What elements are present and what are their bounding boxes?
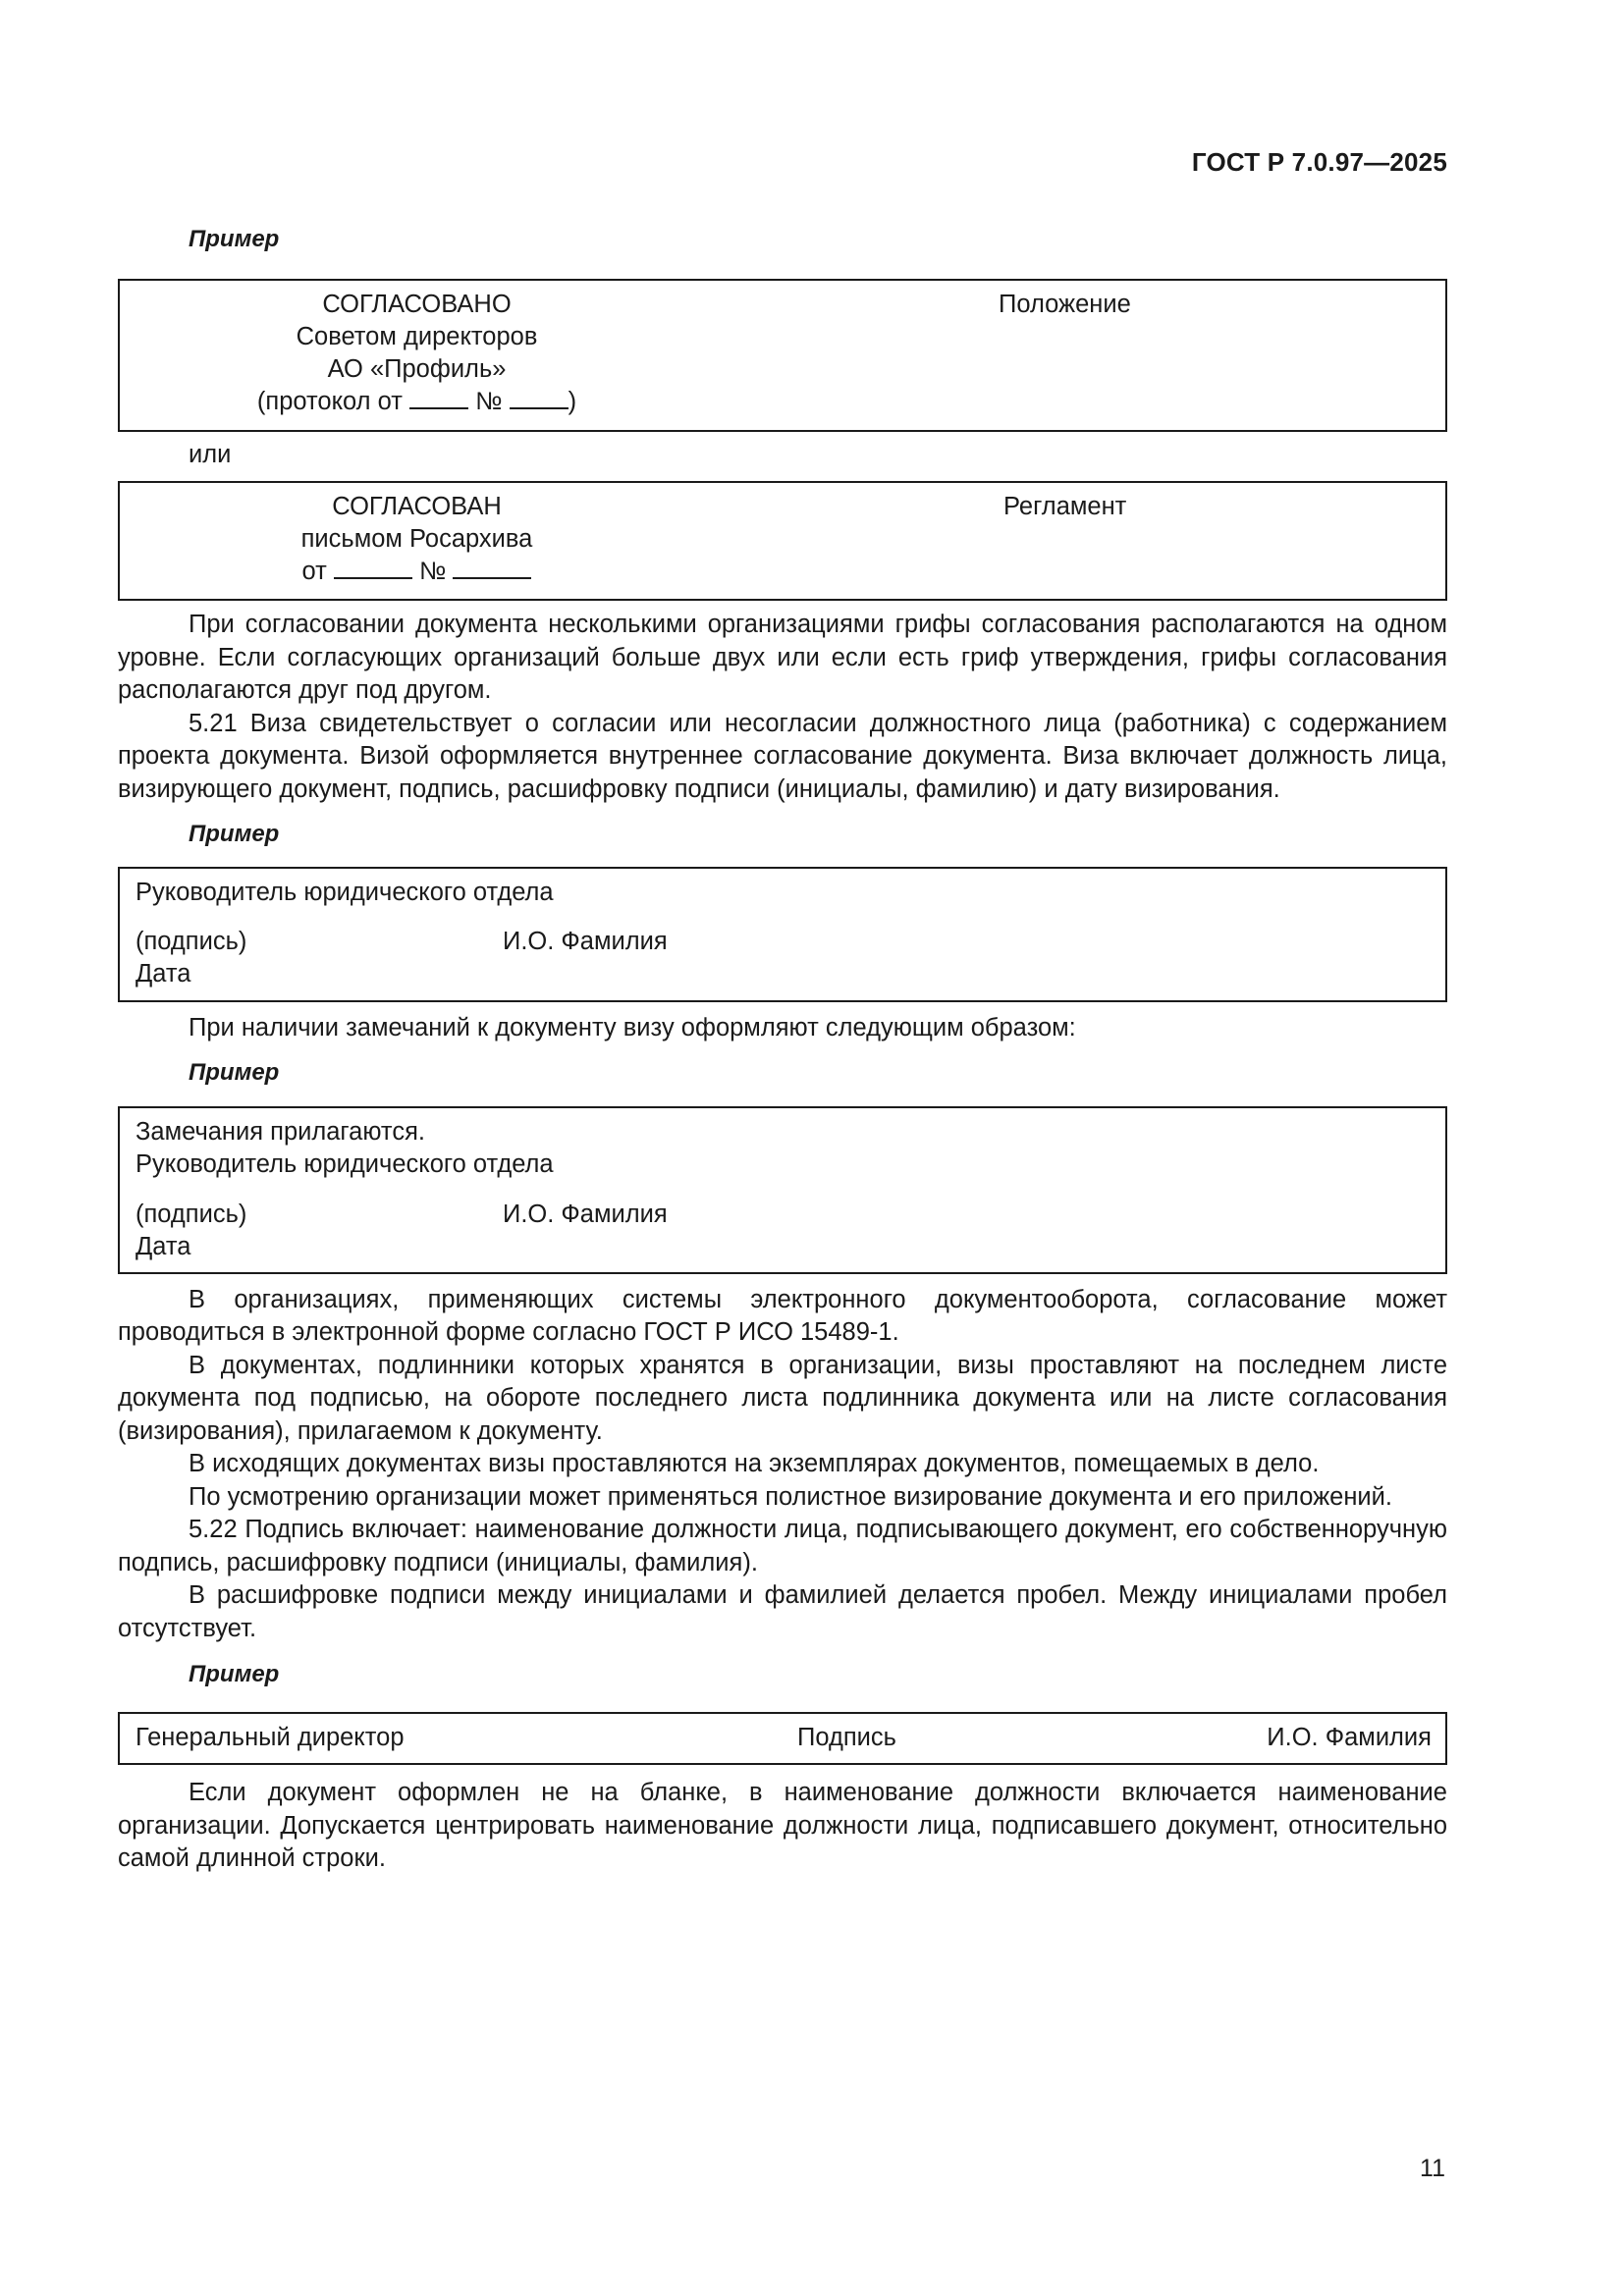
document-body xyxy=(118,224,1447,1876)
stamp-line-company: АО «Профиль» xyxy=(327,355,507,383)
visa-signature: (подпись) xyxy=(135,928,247,955)
signature-name: И.О. Фамилия xyxy=(1267,1724,1432,1751)
visa-remarks: Замечания прилагаются. xyxy=(135,1117,425,1146)
paragraph: При согласовании документа несколькими организациями грифы согласования располагаются на одном уровне. Если согласующих организаций больше двух или если есть гриф утверждения, грифы согласования располагаются друг под другом. xyxy=(118,611,1447,704)
visa-name: И.О. Фамилия xyxy=(503,1200,668,1228)
example-label: Пример xyxy=(189,821,280,847)
visa-box-1 xyxy=(118,867,1447,1002)
stamp-line-approved: СОГЛАСОВАН xyxy=(332,493,502,520)
signature-box xyxy=(118,1712,1447,1765)
visa-position: Руководитель юридического отдела xyxy=(135,879,554,906)
paragraph: 5.22 Подпись включает: наименование должности лица, подписывающего документ, его собственноручную подпись, расшифровку подписи (инициалы, фамилия). xyxy=(118,1516,1447,1576)
paragraph: В исходящих документах визы проставляются на экземплярах документов, помещаемых в дело. xyxy=(189,1450,1320,1477)
paragraph: В расшифровке подписи между инициалами и фамилией делается пробел. Между инициалами пробел отсутствует. xyxy=(118,1581,1447,1642)
or-separator: или xyxy=(189,441,232,468)
visa-position: Руководитель юридического отдела xyxy=(135,1149,554,1178)
number-blank xyxy=(510,388,568,409)
visa-signature: (подпись) xyxy=(135,1200,247,1228)
visa-date: Дата xyxy=(135,960,191,988)
visa-date: Дата xyxy=(135,1232,191,1260)
standard-code: ГОСТ Р 7.0.97—2025 xyxy=(1191,147,1447,177)
stamp-line-approved: СОГЛАСОВАНО xyxy=(322,291,512,318)
signature-placeholder: Подпись xyxy=(797,1724,896,1751)
paragraph: Если документ оформлен не на бланке, в наименование должности включается наименование организации. Допускается центрировать наименование должности лица, подписавшего документ, относительно самой длинной строки. xyxy=(118,1779,1447,1872)
number-blank xyxy=(453,558,531,579)
paragraph: По усмотрению организации может применяться полистное визирование документа и его приложений. xyxy=(189,1482,1393,1511)
stamp-line-board: Советом директоров xyxy=(296,323,538,350)
stamp-doc-type: Положение xyxy=(999,291,1131,318)
stamp-line-protocol: (протокол от № ) xyxy=(256,388,577,415)
visa-box-2 xyxy=(118,1106,1447,1274)
approval-stamp-box-2 xyxy=(118,481,1447,601)
example-label: Пример xyxy=(189,226,280,252)
visa-name: И.О. Фамилия xyxy=(503,928,668,955)
signature-position: Генеральный директор xyxy=(135,1724,405,1751)
paragraph: В организациях, применяющих системы электронного документооборота, согласование может проводиться в электронной форме согласно ГОСТ Р ИСО 15489-1. xyxy=(118,1285,1447,1346)
paragraph: 5.21 Виза свидетельствует о согласии или несогласии должностного лица (работника) с содержанием проекта документа. Визой оформляется внутреннее согласование документа. Виза включает должность лица, визирующего документ, подпись, расшифровку подписи (инициалы, фамилию) и дату визирования. xyxy=(118,709,1447,803)
date-blank xyxy=(334,558,412,579)
stamp-line-letter: письмом Росархива xyxy=(300,525,533,553)
stamp-line-from: от № xyxy=(120,556,714,588)
example-label: Пример xyxy=(189,1058,280,1086)
date-blank xyxy=(409,388,468,409)
stamp-doc-type: Регламент xyxy=(1003,493,1127,520)
page-number: 11 xyxy=(1420,2155,1445,2182)
approval-stamp-box-1 xyxy=(118,279,1447,432)
paragraph: В документах, подлинники которых хранятся в организации, визы проставляют на последнем листе документа под подписью, на обороте последнего листа подлинника документа или на листе согласования (визирования), прилагаемом к документу. xyxy=(118,1351,1447,1445)
paragraph: При наличии замечаний к документу визу оформляют следующим образом: xyxy=(189,1014,1076,1041)
example-label: Пример xyxy=(189,1661,280,1687)
